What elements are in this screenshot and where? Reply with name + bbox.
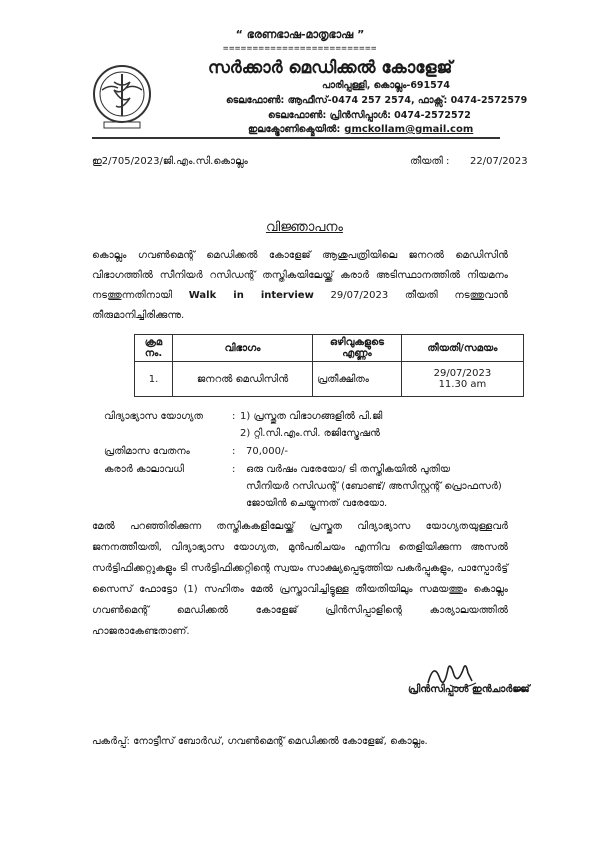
table-header-row	[135, 335, 524, 362]
reference-number: ഇ2/705/2023/ജി.എം.സി.കൊല്ലം	[92, 156, 248, 167]
salary-colon: :	[232, 446, 236, 457]
office-phone: ടെലഫോൺ: ആഫീസ്-0474 257 2574, ഫാക്സ്: 0474-2572579	[226, 95, 528, 106]
college-emblem-icon	[90, 60, 154, 132]
header-date-time: തീയതി/സമയം	[401, 335, 523, 362]
cell-date-time	[401, 362, 523, 397]
qualification-2: 2) റ്റി.സി.എം.സി. രജിസ്ട്രേഷൻ	[240, 428, 380, 439]
contract-period-2: സീനിയർ റസിഡന്റ് (ബോണ്ട്/ അസിസ്റ്റന്റ് പ്രൊഫസർ)	[246, 481, 502, 492]
college-address: പാരിപ്പള്ളി, കൊല്ലം-691574	[322, 80, 450, 91]
walk-in-interview: Walk in interview	[188, 290, 314, 301]
letterhead-motto: “ ഭരണഭാഷ-മാതൃഭാഷ ”	[235, 28, 365, 41]
header-serial: ക്രമ നം.	[135, 335, 173, 362]
qualification-colon: :	[232, 411, 236, 422]
notice-heading: വിജ്ഞാപനം	[266, 220, 343, 235]
contract-period-1: ഒരു വർഷം വരേയോ/ ടി തസ്തികയിൽ പുതിയ	[246, 464, 451, 475]
email-link[interactable]: gmckollam@gmail.com	[344, 124, 474, 135]
body-paragraph: മേൽ പറഞ്ഞിരിക്കുന്ന തസ്തികകളിലേയ്ക്ക് പ്രസ്തുത വിദ്യാഭ്യാസ യോഗ്യതയുള്ളവർ ജനനത്തീയതി, വിദ്യാഭ്യാസ യോഗ്യത, മുൻപരിചയം എന്നിവ തെളിയിക്കുന്ന അസൽ സർട്ടിഫിക്കറ്റുകളും ടി സർട്ടിഫിക്കറ്റിന്റെ സ്വയം സാക്ഷ്യപ്പെടുത്തിയ പകർപ്പുകളും, പാസ്പോർട്ട് സൈസ് ഫോട്ടോ (1) സഹിതം മേൽ പ്രസ്താവിച്ചിട്ടുള്ള തീയതിയിലും സമയത്തും കൊല്ലം ഗവൺമെന്റ് മെഡിക്കൽ കോളേജ് പ്രിൻസിപ്പാളിന്റെ കാര്യാലയത്തിൽ ഹാജരാകേണ്ടതാണ്.	[92, 521, 508, 637]
intro-text-2: 29/07/2023 തീയതി നടത്തുവാൻ തീരുമാനിച്ചിരിക്കുന്നു.	[92, 290, 508, 321]
qualification-1: 1) പ്രസ്തുത വിഭാഗങ്ങളിൽ പി.ജി	[240, 411, 383, 422]
letterhead-divider	[92, 137, 500, 139]
contract-period-3: ജോയിൻ ചെയ്യുന്നത് വരേയോ.	[246, 498, 388, 509]
header-vacancies: ഒഴിവുകളുടെ എണ്ണം	[313, 335, 402, 362]
cell-department: ജനറൽ മെഡിസിൻ	[172, 362, 312, 397]
intro-paragraph	[92, 246, 508, 326]
college-name: സർക്കാർ മെഡിക്കൽ കോളേജ്	[208, 58, 453, 78]
contract-period-colon: :	[232, 464, 236, 475]
email-row	[248, 124, 473, 135]
qualification-label: വിദ്യാഭ്യാസ യോഗ്യത	[104, 411, 204, 422]
vacancy-table	[134, 334, 524, 397]
table-row	[135, 362, 524, 397]
header-department: വിഭാഗം	[172, 335, 312, 362]
salary-label: പ്രതിമാസ വേതനം	[104, 446, 190, 457]
cell-date: 29/07/2023	[433, 368, 492, 379]
email-label: ഇലക്ട്രോണിക്മെയിൽ:	[248, 124, 341, 135]
cell-time: 11.30 am	[438, 379, 487, 390]
cell-vacancies: പ്രതീക്ഷിതം	[313, 362, 402, 397]
salary-value: 70,000/-	[246, 446, 288, 457]
contract-period-label: കരാർ കാലാവധി	[104, 464, 184, 475]
date-value: 22/07/2023	[470, 156, 528, 167]
signature-title: പ്രിൻസിപ്പാൾ ഇൻചാർജ്ജ്	[408, 684, 530, 695]
principal-phone: ടെലഫോൺ: പ്രിൻസിപ്പാൾ: 0474-2572572	[268, 110, 471, 121]
intro-text-1: കൊല്ലം ഗവൺമെന്റ് മെഡിക്കൽ കോളേജ് ആശുപത്രിയിലെ ജനറൽ മെഡിസിൻ വിഭാഗത്തിൽ സീനിയർ റസിഡന്റ് തസ്തികയിലേയ്ക്ക് കരാർ അടിസ്ഥാനത്തിൽ നിയമനം നടത്തുന്നതിനായി	[92, 250, 508, 301]
date-label: തീയതി :	[410, 156, 450, 167]
cell-serial: 1.	[135, 362, 173, 397]
letterhead-separator: ==========================	[223, 44, 377, 54]
copy-to: പകർപ്പ്: നോട്ടീസ് ബോർഡ്, ഗവൺമെന്റ് മെഡിക്കൽ കോളേജ്, കൊല്ലം.	[92, 736, 428, 747]
